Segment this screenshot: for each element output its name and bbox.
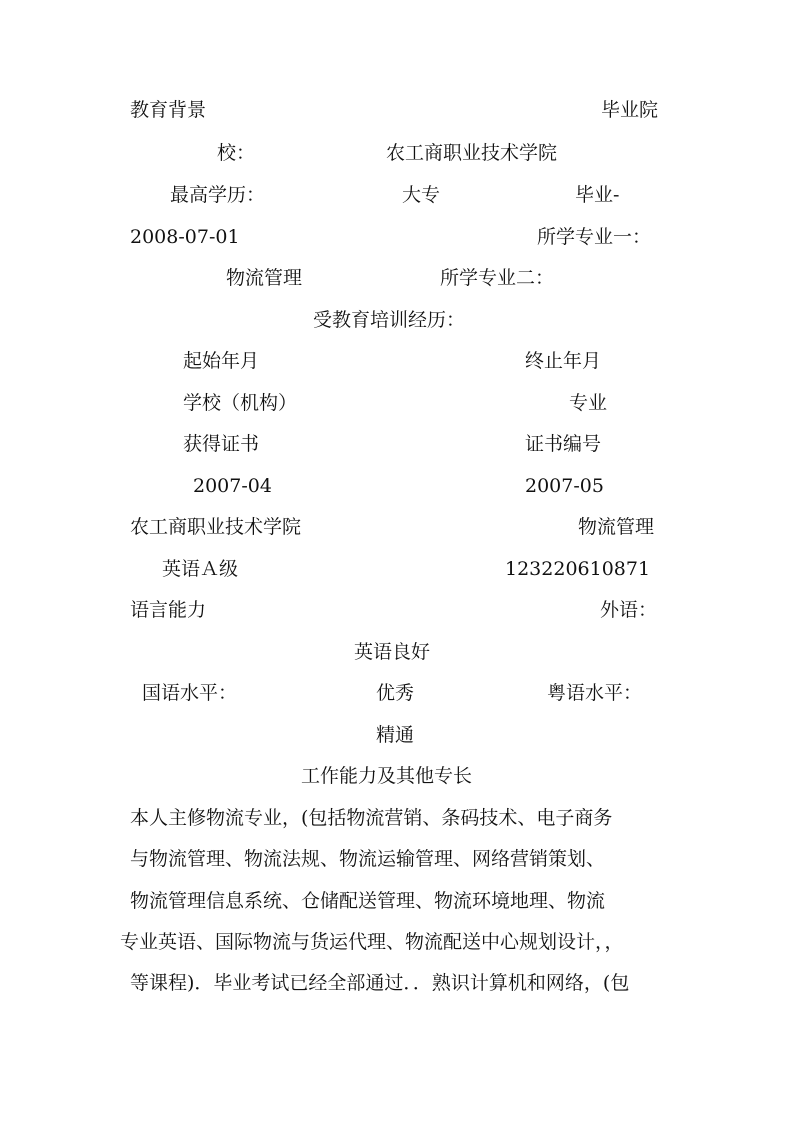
skills-section-title: 工作能力及其他专长 xyxy=(301,765,473,787)
skills-paragraph-line: 本人主修物流专业，(包括物流营销、条码技术、电子商务 xyxy=(130,807,613,829)
skills-paragraph-line: 等课程)．毕业考试已经全部通过．．熟识计算机和网络，(包 xyxy=(130,972,630,994)
school-name: 农工商职业技术学院 xyxy=(386,142,558,164)
major1-value: 物流管理 xyxy=(226,267,303,289)
degree-label: 最高学历： xyxy=(170,184,266,206)
major1-label: 所学专业一： xyxy=(537,226,652,248)
skills-paragraph-line: 物流管理信息系统、仓储配送管理、物流环境地理、物流 xyxy=(130,890,606,912)
training-cert-no: 123220610871 xyxy=(505,558,651,580)
foreign-language-label: 外语： xyxy=(600,599,658,621)
school-label-part1: 毕业院 xyxy=(601,99,659,121)
training-header-major: 专业 xyxy=(569,392,608,414)
training-major: 物流管理 xyxy=(578,516,655,538)
cantonese-label: 粤语水平： xyxy=(547,682,643,704)
graduation-date: 2008-07-01 xyxy=(130,226,240,248)
training-header-end: 终止年月 xyxy=(525,350,602,372)
cantonese-value: 精通 xyxy=(376,724,415,746)
mandarin-value: 优秀 xyxy=(376,682,415,704)
training-header-cert-no: 证书编号 xyxy=(525,433,602,455)
education-section-title: 教育背景 xyxy=(130,99,207,121)
foreign-language-value: 英语良好 xyxy=(354,641,431,663)
training-header-start: 起始年月 xyxy=(183,350,260,372)
training-title: 受教育培训经历： xyxy=(313,309,466,331)
training-end-date: 2007-05 xyxy=(525,475,604,497)
skills-paragraph-line: 与物流管理、物流法规、物流运输管理、网络营销策划、 xyxy=(130,848,606,870)
mandarin-label: 国语水平： xyxy=(142,682,238,704)
training-start-date: 2007-04 xyxy=(193,475,272,497)
major2-label: 所学专业二： xyxy=(440,267,555,289)
degree-value: 大专 xyxy=(402,184,441,206)
training-header-school: 学校（机构） xyxy=(183,392,298,414)
training-header-certificate: 获得证书 xyxy=(183,433,260,455)
training-certificate: 英语Ａ级 xyxy=(162,558,239,580)
skills-paragraph-line: 专业英语、国际物流与货运代理、物流配送中心规划设计，， xyxy=(120,931,624,953)
graduation-label: 毕业- xyxy=(575,184,620,206)
training-school: 农工商职业技术学院 xyxy=(130,516,302,538)
school-label-part2: 校： xyxy=(217,142,256,164)
language-section-title: 语言能力 xyxy=(130,599,207,621)
